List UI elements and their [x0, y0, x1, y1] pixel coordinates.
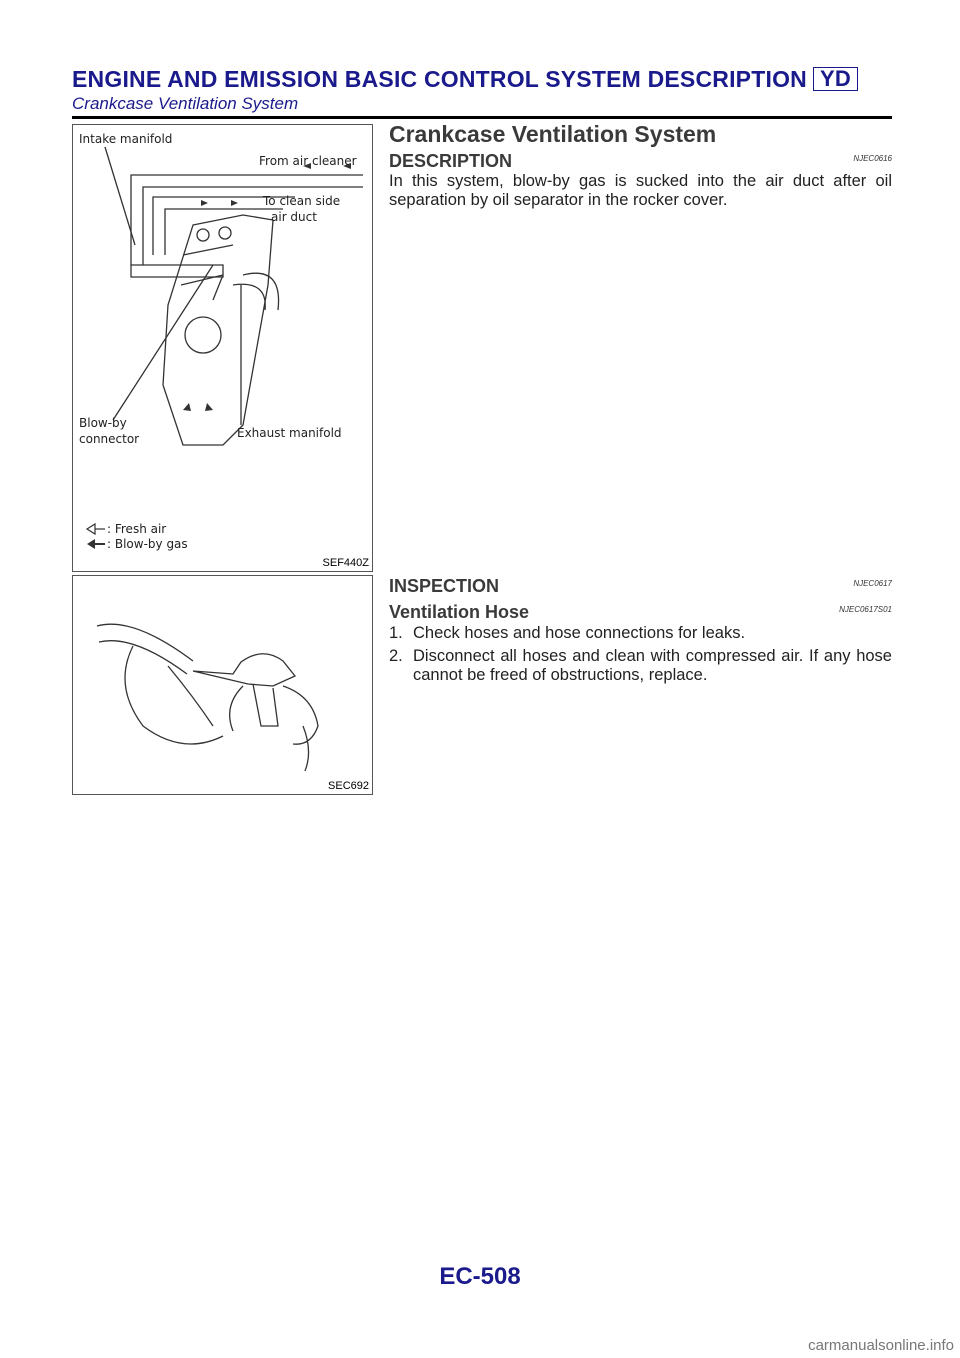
label-intake-manifold: Intake manifold — [79, 132, 173, 146]
header-rule — [72, 116, 892, 119]
legend-fresh-air: : Fresh air — [107, 522, 167, 536]
legend-blow-by-gas: : Blow-by gas — [107, 537, 188, 551]
figure-crankcase-diagram — [72, 124, 373, 572]
label-to-clean-side-2: air duct — [271, 210, 317, 224]
engine-badge: YD — [813, 67, 858, 91]
inspection-step — [389, 647, 892, 685]
step-text: Check hoses and hose connections for leaks. — [413, 624, 746, 642]
step-number: 2. — [389, 647, 403, 665]
label-exhaust-manifold: Exhaust manifold — [237, 426, 342, 440]
inspection-heading-text: INSPECTION — [389, 576, 500, 596]
ventilation-hose-ref: NJEC0617S01 — [839, 605, 892, 614]
description-ref: NJEC0616 — [853, 154, 892, 163]
figure-hose-cleaning — [72, 575, 373, 795]
header-title-text: ENGINE AND EMISSION BASIC CONTROL SYSTEM DESCRIPTION — [72, 66, 807, 92]
step-text: Disconnect all hoses and clean with compressed air. If any hose cannot be freed of obstructions, replace. — [413, 647, 892, 684]
ventilation-hose-heading-text: Ventilation Hose — [389, 602, 530, 622]
ventilation-hose-heading — [389, 601, 892, 623]
hose-cleaning-illustration — [73, 576, 372, 794]
label-blow-by-2: connector — [79, 432, 140, 446]
step-number: 1. — [389, 624, 403, 642]
label-to-clean-side-1: To clean side — [263, 194, 341, 208]
description-heading — [389, 150, 892, 172]
figure-caption: SEC692 — [328, 780, 369, 792]
description-heading-text: DESCRIPTION — [389, 151, 513, 171]
label-from-air-cleaner: From air cleaner — [259, 154, 357, 168]
description-text: In this system, blow-by gas is sucked into the air duct after oil separation by oil separator in the rocker cover. — [389, 172, 892, 209]
label-blow-by-1: Blow-by — [79, 416, 127, 430]
header-subtitle: Crankcase Ventilation System — [72, 94, 299, 113]
page-number: EC-508 — [439, 1263, 521, 1290]
header-title — [72, 66, 858, 92]
figure-caption: SEF440Z — [322, 557, 369, 569]
inspection-step — [389, 624, 892, 643]
description-section — [389, 120, 892, 210]
section-title: Crankcase Ventilation System — [389, 121, 717, 147]
inspection-ref: NJEC0617 — [853, 579, 892, 588]
inspection-section — [389, 575, 892, 689]
watermark: carmanualsonline.info — [808, 1337, 954, 1354]
crankcase-diagram-illustration — [73, 125, 372, 571]
inspection-heading — [389, 575, 892, 597]
fresh-air-arrow-icon — [87, 524, 105, 534]
blow-by-gas-arrow-icon — [87, 539, 105, 549]
